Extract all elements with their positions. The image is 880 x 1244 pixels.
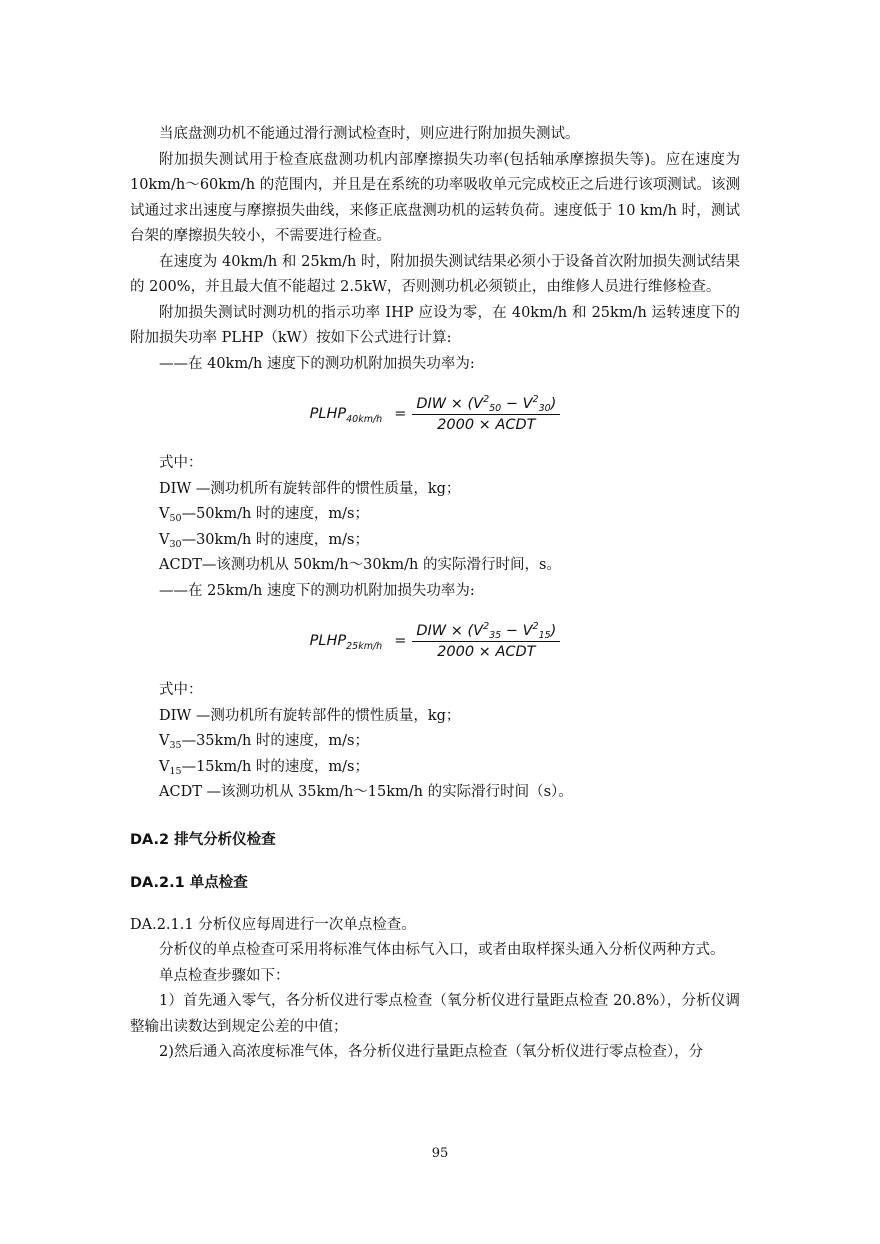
definition-diw: DIW —测功机所有旋转部件的惯性质量，kg；: [159, 480, 461, 497]
step-2: 2)然后通入高浓度标准气体，各分析仪进行量距点检查（氧分析仪进行零点检查），分: [159, 1044, 704, 1060]
definition-v30: $V_{30}—30km/h$ 时的速度，m/s；: [159, 531, 369, 550]
definition-v50: $V_{50}—50km/h$ 时的速度，m/s；: [159, 506, 369, 524]
paragraph: 附加损失测试时测功机的指示功率 IHP 应设为零，在 40km/h 和 25km/h 运转速度下的附加损失功率 PLHP（kW）按如下公式进行计算:: [130, 304, 740, 346]
paragraph: 在速度为 40km/h 和 25km/h 时，附加损失测试结果必须小于设备首次附加损失测试结果的 200%，并且最大值不能超过 2.5kW，否则测功机必须锁止，由维修人员进行维修检查。: [130, 253, 740, 295]
paragraph: ——在 25km/h 速度下的测功机附加损失功率为:: [159, 582, 475, 599]
formula-plhp-40: [130, 377, 740, 451]
paragraph: 单点检查步骤如下：: [159, 967, 290, 984]
paragraph: 分析仪的单点检查可采用将标准气体由标气入口，或者由取样探头通入分析仪两种方式。: [159, 942, 725, 958]
numerator: DIW × $(V^2_{50} - V^2_{30})$: [412, 396, 560, 415]
equals-sign: =: [394, 633, 407, 649]
page-content: [130, 122, 740, 1066]
heading-da21: DA.2.1 单点检查: [130, 875, 248, 891]
where-label: 式中：: [159, 455, 203, 471]
denominator: 2000 × ACDT: [437, 416, 536, 433]
formula-lhs: $PLHP_{40km/h}$: [309, 406, 383, 425]
where-label: 式中：: [159, 682, 203, 698]
clause-da211: DA.2.1.1 分析仪应每周进行一次单点检查。: [130, 916, 416, 933]
paragraph: 附加损失测试用于检查底盘测功机内部摩擦损失功率(包括轴承摩擦损失等)。应在速度为 10km/h～60km/h 的范围内，并且是在系统的功率吸收单元完成校正之后进行该项测试。该测试通过求出速度与摩擦损失曲线，来修正底盘测功机的运转负荷。速度低于 10 km/h 时，测试台架的摩擦损失较小，不需要进行检查。: [130, 151, 740, 244]
equals-sign: =: [394, 406, 407, 422]
formula-lhs: $PLHP_{25km/h}$: [309, 633, 383, 652]
denominator: 2000 × ACDT: [437, 643, 536, 660]
heading-da2: DA.2 排气分析仪检查: [130, 831, 276, 848]
definition-v15: $V_{15}—15km/h$ 时的速度，m/s；: [159, 758, 369, 777]
fraction: [412, 393, 560, 433]
page-number: 95: [431, 1146, 449, 1161]
definition-diw: DIW —测功机所有旋转部件的惯性质量，kg；: [159, 707, 461, 724]
definition-acdt: ACDT —该测功机从 35km/h～15km/h 的实际滑行时间（s）。: [159, 784, 573, 800]
fraction: [412, 620, 560, 660]
formula-plhp-25: [130, 604, 740, 678]
definition-v35: $V_{35}—35km/h$ 时的速度，m/s；: [159, 733, 369, 751]
numerator: DIW × $(V^2_{35} - V^2_{15})$: [412, 623, 560, 642]
step-1: 1）首先通入零气，各分析仪进行零点检查（氧分析仪进行量距点检查 20.8%），分析仪调整输出读数达到规定公差的中值；: [130, 993, 740, 1035]
definition-acdt: ACDT—该测功机从 50km/h～30km/h 的实际滑行时间，s。: [159, 557, 561, 573]
paragraph: 当底盘测功机不能通过滑行测试检查时，则应进行附加损失测试。: [159, 126, 580, 142]
paragraph: ——在 40km/h 速度下的测功机附加损失功率为:: [159, 355, 475, 372]
